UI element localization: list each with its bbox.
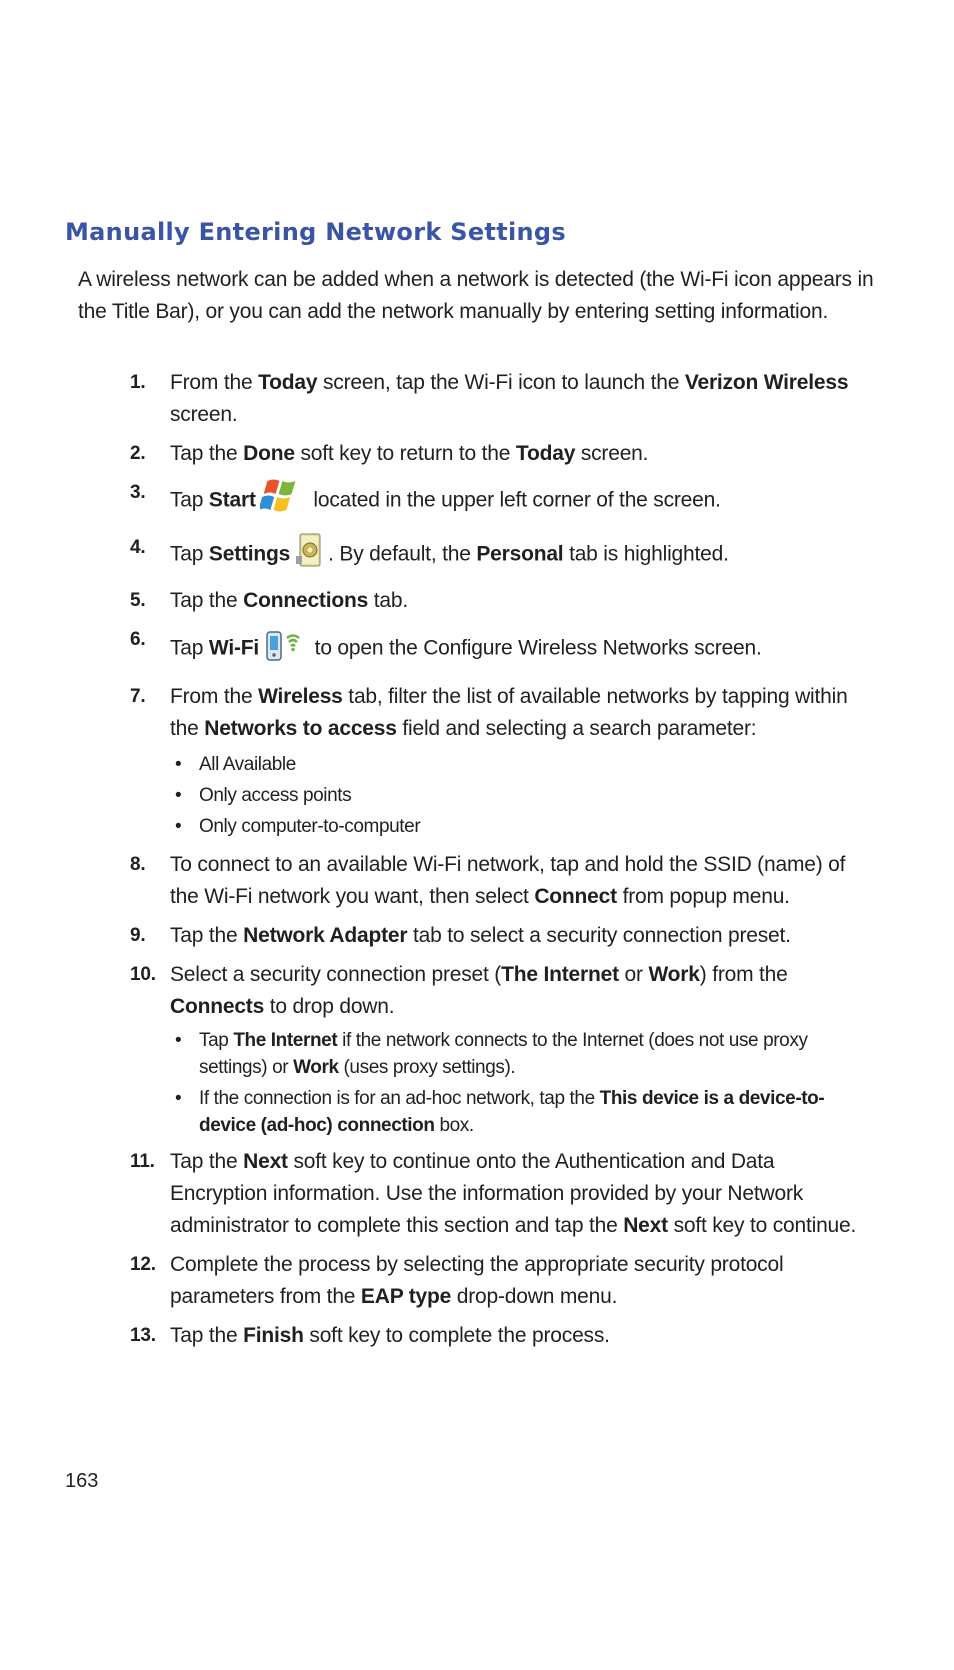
bold-term: Wi-Fi [208, 636, 260, 660]
bold-term: Start [208, 488, 256, 512]
step-body [170, 920, 870, 952]
step-text: to open the Configure Wireless Networks screen. [309, 636, 762, 660]
step-text: tab, filter the list of available networks by tapping within the [170, 685, 848, 740]
step-item [130, 1320, 870, 1352]
bold-term: The Internet [501, 963, 619, 986]
step-text: from popup menu. [616, 885, 790, 908]
bullet-list [170, 749, 870, 842]
step-body [170, 1320, 870, 1352]
bullet-text: All Available [199, 754, 296, 775]
step-text: ) from the [699, 963, 788, 986]
step-number: 6. [130, 629, 146, 650]
step-text: screen. [575, 442, 649, 465]
step-text: From the [170, 371, 259, 394]
bold-term: Work [293, 1057, 339, 1078]
step-number: 5. [130, 590, 146, 611]
bold-term: Settings [208, 542, 291, 566]
step-text: field and selecting a search parameter: [396, 717, 757, 740]
bold-term: Connect [534, 885, 617, 908]
step-text: tab to select a security connection preset. [407, 924, 791, 947]
step-number: 2. [130, 443, 146, 464]
step-body [170, 959, 870, 1023]
step-number: 4. [130, 537, 146, 558]
bold-term: Today [515, 442, 576, 465]
bullet-dot-icon: • [175, 1088, 182, 1109]
bold-term: This device is a device-to-device (ad-hoc) connection [199, 1088, 825, 1136]
step-text: drop-down menu. [451, 1285, 618, 1308]
step-text: Tap [199, 1030, 234, 1051]
step-text: . By default, the [328, 542, 477, 566]
step-text: soft key to continue onto the Authentication and Data Encryption information. Use the information provided by your Network administrator to complete this section and tap the [170, 1150, 804, 1237]
step-body [170, 624, 870, 674]
step-body [170, 1146, 870, 1242]
step-number: 8. [130, 854, 146, 875]
bold-term: Finish [243, 1324, 304, 1347]
step-text: soft key to return to the [294, 442, 516, 465]
step-text: Tap the [170, 1324, 244, 1347]
bullet-dot-icon: • [175, 785, 182, 806]
step-text: To connect to an available Wi-Fi network, tap and hold the SSID (name) of the Wi-Fi network you want, then select [170, 853, 846, 908]
bold-term: Done [243, 442, 295, 465]
bold-term: Verizon Wireless [684, 371, 849, 394]
bold-term: Next [623, 1214, 668, 1237]
bullet-text: Only access points [199, 785, 352, 806]
bold-term: The Internet [233, 1030, 338, 1051]
step-text: Select a security connection preset ( [170, 963, 502, 986]
step-text: (uses proxy settings). [338, 1057, 516, 1078]
step-item [130, 438, 870, 470]
step-body [170, 585, 870, 617]
step-item [130, 920, 870, 952]
bullet-item [170, 780, 870, 811]
step-text: or [618, 963, 649, 986]
bold-term: Today [258, 371, 318, 394]
step-number: 12. [130, 1254, 156, 1275]
step-item [130, 1249, 870, 1313]
step-number: 13. [130, 1325, 156, 1346]
bullet-dot-icon: • [175, 1030, 182, 1051]
step-text: tab. [368, 589, 408, 612]
step-item [130, 477, 870, 525]
step-text: Tap the [170, 924, 244, 947]
step-item [130, 1146, 870, 1242]
wifi-device-icon [263, 624, 305, 674]
step-item [130, 849, 870, 913]
step-number: 9. [130, 925, 146, 946]
step-body [170, 681, 870, 745]
bullet-list [170, 1027, 870, 1139]
step-number: 10. [130, 964, 156, 985]
step-text: If the connection is for an ad-hoc network, tap the [199, 1088, 600, 1109]
step-item [130, 532, 870, 578]
step-text: soft key to continue. [667, 1214, 857, 1237]
step-text: Tap the [170, 589, 244, 612]
bold-term: Next [243, 1150, 288, 1173]
bold-term: Work [648, 963, 700, 986]
bold-term: Connects [170, 995, 265, 1018]
step-number: 3. [130, 482, 146, 503]
step-body [170, 438, 870, 470]
bullet-dot-icon: • [175, 754, 182, 775]
bullet-item [170, 1085, 870, 1139]
section-heading: Manually Entering Network Settings [65, 218, 566, 246]
step-body [170, 532, 870, 578]
bold-term: Wireless [258, 685, 343, 708]
steps-list [130, 367, 870, 1359]
step-item [130, 585, 870, 617]
step-number: 7. [130, 686, 146, 707]
bold-term: EAP type [360, 1285, 452, 1308]
step-text: tab is highlighted. [563, 542, 729, 566]
bold-term: Connections [243, 589, 369, 612]
step-number: 1. [130, 372, 146, 393]
step-item [130, 367, 870, 431]
step-text: screen, tap the Wi-Fi icon to launch the [317, 371, 685, 394]
step-item [130, 624, 870, 674]
settings-gear-icon [294, 532, 324, 578]
step-text: Tap the [170, 1150, 244, 1173]
step-text: From the [170, 685, 259, 708]
step-text: Tap [170, 636, 209, 660]
bullet-item [170, 811, 870, 842]
step-item [130, 681, 870, 842]
step-text: Tap the [170, 442, 244, 465]
bullet-dot-icon: • [175, 816, 182, 837]
bullet-item [170, 749, 870, 780]
step-body [170, 367, 870, 431]
step-number: 11. [130, 1151, 155, 1172]
bullet-item [170, 1027, 870, 1081]
step-text: to drop down. [264, 995, 395, 1018]
bold-term: Networks to access [204, 717, 397, 740]
step-text: located in the upper left corner of the screen. [307, 488, 721, 512]
step-text: if the network connects to the Internet (does not use proxy settings) or [199, 1030, 808, 1078]
bold-term: Personal [476, 542, 564, 566]
step-text: screen. [170, 403, 238, 426]
step-body [170, 849, 870, 913]
page-number: 163 [65, 1470, 99, 1492]
step-text: box. [434, 1115, 474, 1136]
step-body [170, 1249, 870, 1313]
windows-start-icon [260, 477, 304, 525]
step-text: soft key to complete the process. [303, 1324, 610, 1347]
step-text: Tap [170, 488, 209, 512]
intro-paragraph: A wireless network can be added when a network is detected (the Wi-Fi icon appears in the Title Bar), or you can add the network manually by entering setting information. [78, 268, 874, 323]
step-body [170, 477, 870, 525]
bullet-text: Only computer-to-computer [199, 816, 421, 837]
step-text: Complete the process by selecting the appropriate security protocol parameters from the [170, 1253, 784, 1308]
step-item [130, 959, 870, 1139]
bold-term: Network Adapter [243, 924, 408, 947]
step-text: Tap [170, 542, 209, 566]
